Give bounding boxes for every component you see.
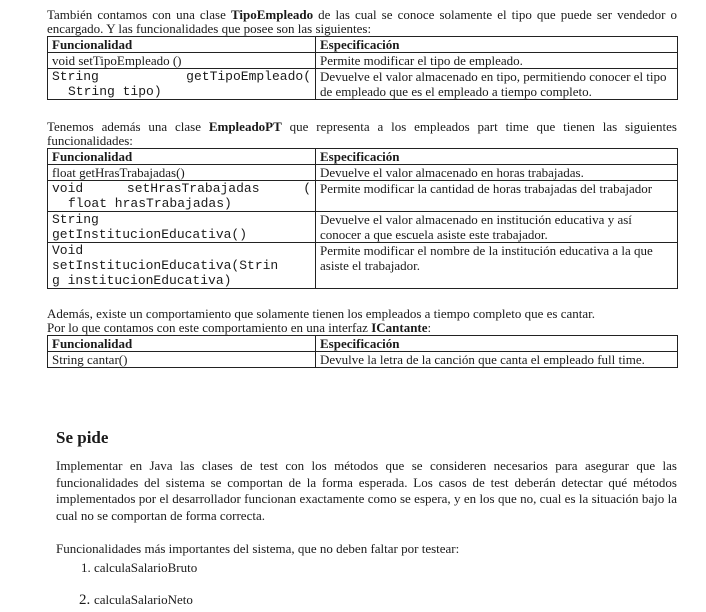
table-header-row xyxy=(48,149,678,165)
code-fragment: float hrasTrabajadas) xyxy=(68,196,232,211)
spec-cell: Permite modificar la cantidad de horas trabajadas del trabajador xyxy=(316,181,678,212)
functionality-list xyxy=(56,560,677,608)
code-fragment: ( xyxy=(303,181,311,196)
intro-text: : xyxy=(427,320,432,335)
list-intro: Funcionalidades más importantes del sistema, que no deben faltar por testear: xyxy=(56,541,460,556)
icantante-table xyxy=(47,335,678,368)
func-cell: String cantar() xyxy=(48,352,316,368)
header-funcionalidad: Funcionalidad xyxy=(48,336,316,352)
table-row xyxy=(48,243,678,289)
icantante-intro-line1: Además, existe un comportamiento que solamente tienen los empleados a tiempo completo que es cantar. xyxy=(47,306,596,321)
code-fragment: setHrasTrabajadas xyxy=(126,181,260,196)
header-especificacion: Especificación xyxy=(316,336,678,352)
code-fragment: String xyxy=(52,212,99,227)
section-paragraph: Implementar en Java las clases de test con los métodos que se consideren necesarios para asegurar que las funcionalidades del sistema se comportan de la forma esperada. Los casos de test deberán detectar qué métodos implementados por el desarrollador funcionan exactamente como se espera, y en los que no, cual es la situación bajo la cual no se comportan de forma correcta. xyxy=(56,458,677,523)
table-row xyxy=(48,53,678,69)
table-row xyxy=(48,69,678,100)
header-funcionalidad: Funcionalidad xyxy=(48,37,316,53)
func-cell: void setTipoEmpleado () xyxy=(48,53,316,69)
list-item: 2. calculaSalarioNeto xyxy=(94,592,677,608)
spec-cell: Permite modificar el tipo de empleado. xyxy=(316,53,678,69)
table-row xyxy=(48,181,678,212)
spec-cell: Devulve la letra de la canción que canta el empleado full time. xyxy=(316,352,678,368)
spec-cell: Devuelve el valor almacenado en institución educativa y así conocer a que escuela asiste este trabajador. xyxy=(316,212,678,243)
code-fragment: String tipo) xyxy=(68,84,162,99)
document-body xyxy=(47,8,677,368)
table-row xyxy=(48,165,678,181)
header-especificacion: Especificación xyxy=(316,149,678,165)
spec-cell: Devuelve el valor almacenado en tipo, permitiendo conocer el tipo de empleado que es el empleado a tiempo completo. xyxy=(316,69,678,100)
section-content xyxy=(56,458,677,608)
list-item: 1. calculaSalarioBruto xyxy=(94,560,677,576)
table-row xyxy=(48,212,678,243)
tipoempleado-table xyxy=(47,36,678,100)
section-title: Se pide xyxy=(56,428,109,447)
code-fragment: String xyxy=(52,69,99,84)
func-cell xyxy=(48,181,316,212)
class-name-icantante: ICantante xyxy=(371,320,428,335)
class-name-tipoempleado: TipoEmpleado xyxy=(230,7,314,22)
class-name-empleadopt: EmpleadoPT xyxy=(208,119,282,134)
intro-text: Tenemos además una clase xyxy=(47,119,209,134)
empleadopt-intro xyxy=(47,120,677,148)
spec-cell: Devuelve el valor almacenado en horas trabajadas. xyxy=(316,165,678,181)
table-header-row xyxy=(48,37,678,53)
header-funcionalidad: Funcionalidad xyxy=(48,149,316,165)
empleadopt-table xyxy=(47,148,678,289)
code-fragment: getInstitucionEducativa() xyxy=(52,227,248,242)
code-fragment: g institucionEducativa) xyxy=(52,273,232,288)
header-especificacion: Especificación xyxy=(316,37,678,53)
tipoempleado-intro xyxy=(47,8,677,36)
code-fragment: setInstitucionEducativa(Strin xyxy=(52,258,279,273)
spec-cell: Permite modificar el nombre de la institución educativa a la que asiste el trabajador. xyxy=(316,243,678,289)
intro-text: que representa a los empleados part time que tienen las siguientes funcionalidades: xyxy=(47,119,677,148)
code-fragment: getTipoEmpleado( xyxy=(186,69,311,84)
intro-text: de las cual se conoce solamente el tipo que puede ser vendedor o encargado. Y las funcionalidades que posee son las siguientes: xyxy=(47,7,678,36)
code-fragment: void xyxy=(52,181,84,196)
table-row xyxy=(48,352,678,368)
func-cell xyxy=(48,212,316,243)
code-fragment: Void xyxy=(52,243,84,258)
func-cell xyxy=(48,243,316,289)
intro-text: También contamos con una clase xyxy=(47,7,231,22)
func-cell: float getHrasTrabajadas() xyxy=(48,165,316,181)
intro-text: Por lo que contamos con este comportamiento en una interfaz xyxy=(47,320,372,335)
func-cell xyxy=(48,69,316,100)
table-header-row xyxy=(48,336,678,352)
icantante-intro-line2 xyxy=(47,321,677,335)
